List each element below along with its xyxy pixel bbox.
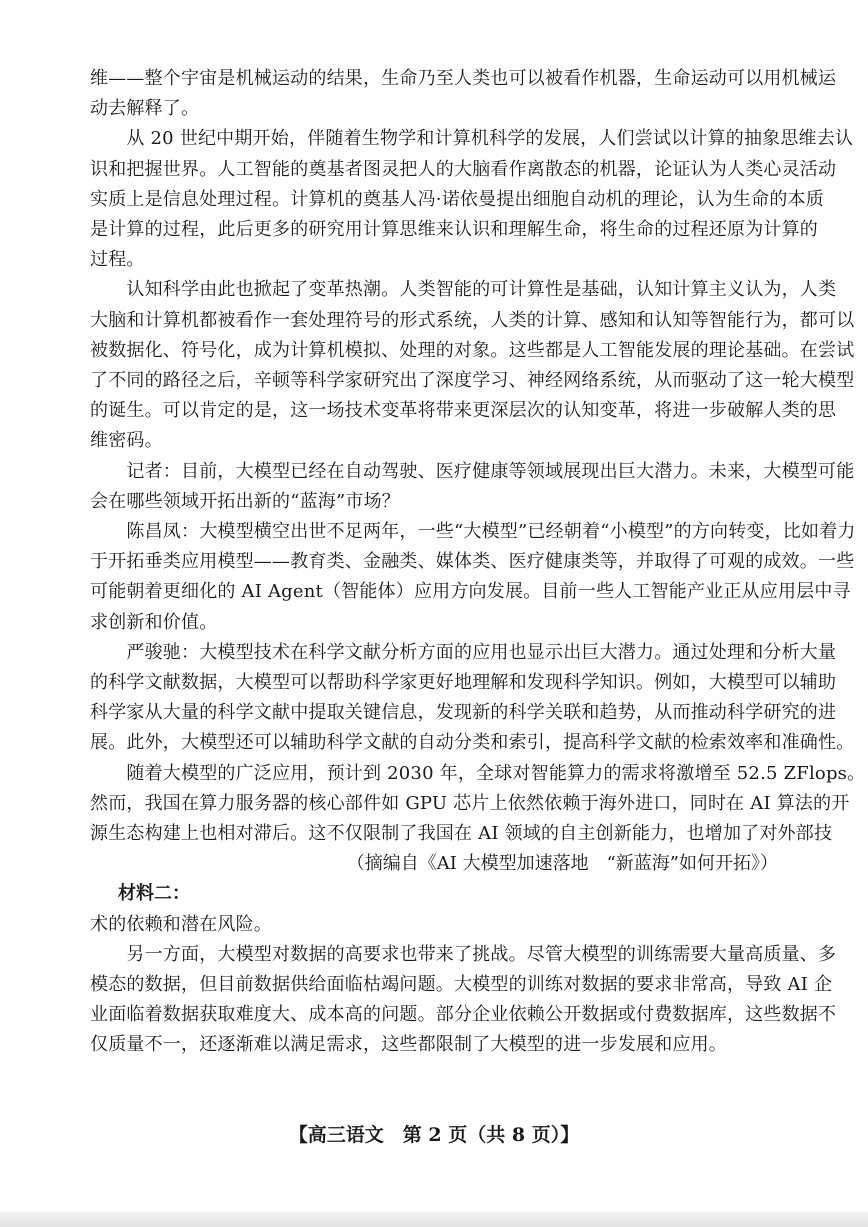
text-line: 认知科学由此也掀起了变革热潮。人类智能的可计算性是基础，认知计算主义认为，人类 [90,279,837,301]
text-line: 大脑和计算机都被看作一套处理符号的形式系统，人类的计算、感知和认知等智能行为，都可以 [90,309,855,331]
scan-edge [0,1212,868,1227]
text-line: 被数据化、符号化，成为计算机模拟、处理的对象。这些都是人工智能发展的理论基础。在尝试 [90,339,855,361]
text-line: 的科学文献数据，大模型可以帮助科学家更好地理解和发现科学知识。例如，大模型可以辅助 [90,672,837,693]
text-line: 于开拓垂类应用模型——教育类、金融类、媒体类、医疗健康类等，并取得了可观的成效。一些 [90,551,855,573]
text-line: 模态的数据，但目前数据供给面临枯竭问题。大模型的训练对数据的要求非常高，导致 AI 企 [90,974,833,995]
text-line: 从 20 世纪中期开始，伴随着生物学和计算机科学的发展，人们尝试以计算的抽象思维去认 [90,128,854,150]
text-line: 维密码。 [90,430,163,452]
text-line: 是计算的过程，此后更多的研究用计算思维来认识和理解生命，将生命的过程还原为计算的 [90,219,818,240]
text-line: 实质上是信息处理过程。计算机的奠基人冯·诺依曼提出细胞自动机的理论，认为生命的本质 [90,188,824,210]
text-line: 过程。 [90,249,145,271]
text-line: 了不同的路径之后，辛顿等科学家研究出了深度学习、神经网络系统，从而驱动了这一轮大模型 [90,370,855,391]
text-line: 然而，我国在算力服务器的核心部件如 GPU 芯片上依然依赖于海外进口，同时在 AI 算法的开 [90,792,850,814]
text-line: 随着大模型的广泛应用，预计到 2030 年，全球对智能算力的需求将激增至 52.5 ZFlops。 [90,762,866,784]
text-line: 严骏驰：大模型技术在科学文献分析方面的应用也显示出巨大潜力。通过处理和分析大量 [90,641,837,663]
text-line: 记者：目前，大模型已经在自动驾驶、医疗健康等领域展现出巨大潜力。未来，大模型可能 [90,460,855,482]
text-line: 维——整个宇宙是机械运动的结果，生命乃至人类也可以被看作机器，生命运动可以用机械运 [90,68,837,89]
text-line: 仅质量不一，还逐渐难以满足需求，这些都限制了大模型的进一步发展和应用。 [90,1034,727,1056]
text-line: 的诞生。可以肯定的是，这一场技术变革将带来更深层次的认知变革，将进一步破解人类的思 [90,400,837,422]
text-line: 另一方面，大模型对数据的高要求也带来了挑战。尽管大模型的训练需要大量高质量、多 [90,943,837,965]
page-footer: 【高三语文 第 2 页（共 8 页）】 [288,1124,580,1146]
text-line: 可能朝着更细化的 AI Agent（智能体）应用方向发展。目前一些人工智能产业正从应用层中寻 [90,581,851,603]
text-line: 展。此外，大模型还可以辅助科学文献的自动分类和索引，提高科学文献的检索效率和准确性。 [90,732,855,754]
text-line: 陈昌凤：大模型横空出世不足两年，一些“大模型”已经朝着“小模型”的方向转变，比如着力 [90,521,856,542]
text-line: 识和把握世界。人工智能的奠基者图灵把人的大脑看作离散态的机器，论证认为人类心灵活动 [90,158,837,180]
text-line: 术的依赖和潜在风险。 [90,913,272,935]
text-line: 源生态构建上也相对滞后。这不仅限制了我国在 AI 领域的自主创新能力，也增加了对外部技 [90,823,833,844]
section-title: 材料二： [118,883,190,905]
text-line: 会在哪些领域开拓出新的“蓝海”市场？ [90,490,401,512]
text-line: 动去解释了。 [90,98,200,120]
text-line: 科学家从大量的科学文献中提取关键信息，发现新的科学关联和趋势，从而推动科学研究的进 [90,702,837,724]
text-line: 求创新和价值。 [90,611,218,633]
source-citation: （摘编自《AI 大模型加速落地 “新蓝海”如何开拓》） [346,853,778,875]
text-line: 业面临着数据获取难度大、成本高的问题。部分企业依赖公开数据或付费数据库，这些数据不 [90,1004,837,1026]
